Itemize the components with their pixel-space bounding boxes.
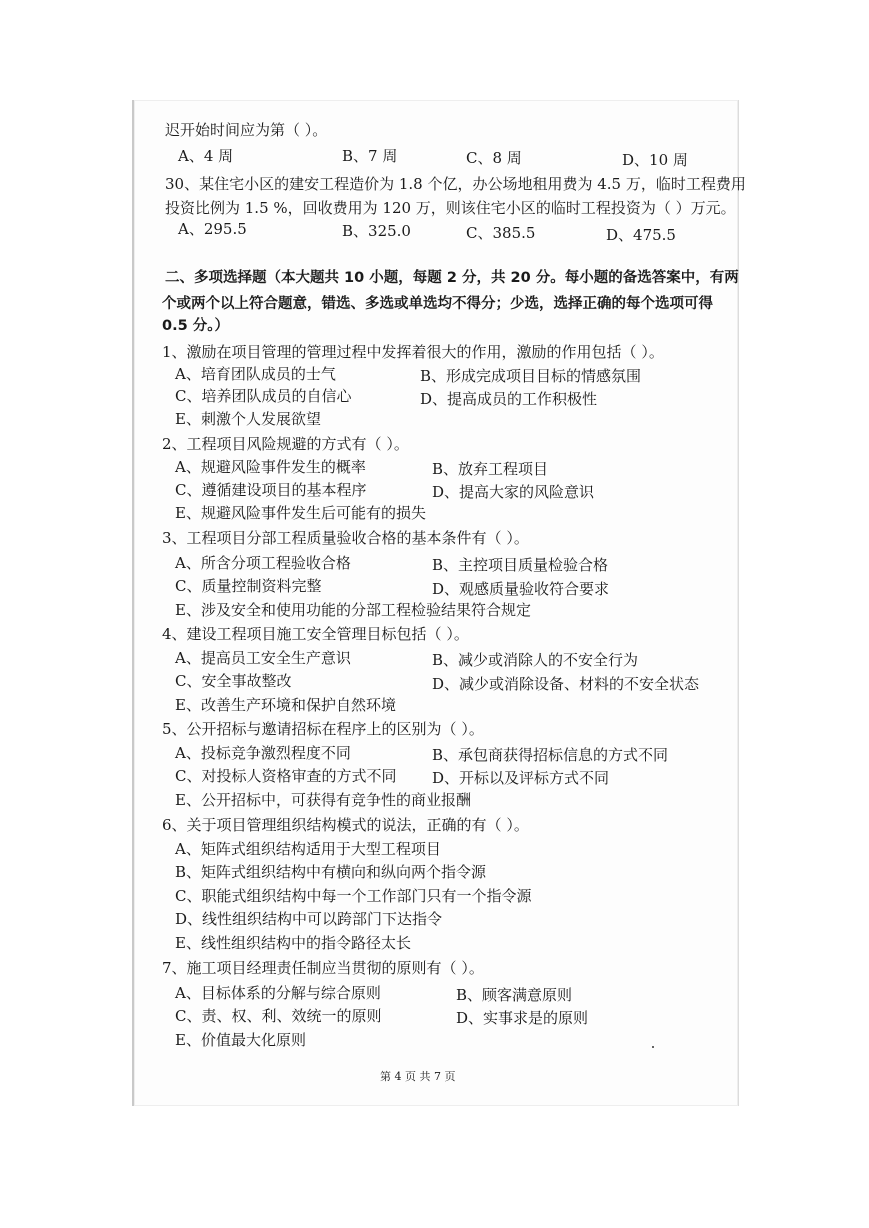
q1-option-d: D、提高成员的工作积极性 — [420, 390, 598, 408]
q30-stem-line2: 投资比例为 1.5 %，回收费用为 120 万，则该住宅小区的临时工程投资为（ ）万元。 — [165, 199, 736, 217]
section2-heading-line3: 0.5 分。） — [162, 318, 229, 334]
q6-option-b: B、矩阵式组织结构中有横向和纵向两个指令源 — [175, 863, 487, 881]
q6-option-c: C、职能式组织结构中每一个工作部门只有一个指令源 — [175, 887, 532, 905]
q7-option-a: A、目标体系的分解与综合原则 — [175, 984, 381, 1002]
q6-option-e: E、线性组织结构中的指令路径太长 — [175, 934, 411, 952]
q1-option-c: C、培养团队成员的自信心 — [175, 387, 352, 405]
q3-option-d: D、观感质量验收符合要求 — [432, 580, 610, 598]
q4-option-a: A、提高员工安全生产意识 — [175, 649, 351, 667]
q29-option-d: D、10 周 — [622, 151, 688, 169]
q29-option-a: A、4 周 — [178, 147, 234, 165]
q2-stem: 2、工程项目风险规避的方式有（ ）。 — [162, 435, 409, 453]
q6-option-d: D、线性组织结构中可以跨部门下达指令 — [175, 910, 443, 928]
q5-option-c: C、对投标人资格审查的方式不同 — [175, 767, 397, 785]
q6-stem: 6、关于项目管理组织结构模式的说法，正确的有（ ）。 — [162, 816, 529, 834]
q2-option-c: C、遵循建设项目的基本程序 — [175, 481, 367, 499]
q2-option-d: D、提高大家的风险意识 — [432, 483, 595, 501]
q29-stem-continued: 迟开始时间应为第（ ）。 — [165, 121, 328, 139]
q2-option-e: E、规避风险事件发生后可能有的损失 — [175, 504, 426, 522]
q1-option-e: E、刺激个人发展欲望 — [175, 410, 321, 428]
q1-stem: 1、激励在项目管理的管理过程中发挥着很大的作用，激励的作用包括（ ）。 — [162, 343, 664, 361]
q3-stem: 3、工程项目分部工程质量验收合格的基本条件有（ ）。 — [162, 529, 529, 547]
q7-option-e: E、价值最大化原则 — [175, 1031, 306, 1049]
q29-option-b: B、7 周 — [342, 147, 398, 165]
q1-option-b: B、形成完成项目目标的情感氛围 — [420, 367, 642, 385]
q7-option-b: B、顾客满意原则 — [456, 986, 573, 1004]
q4-option-d: D、减少或消除设备、材料的不安全状态 — [432, 675, 700, 693]
q4-option-b: B、减少或消除人的不安全行为 — [432, 651, 639, 669]
q5-option-e: E、公开招标中，可获得有竞争性的商业报酬 — [175, 791, 471, 809]
q3-option-c: C、质量控制资料完整 — [175, 577, 322, 595]
q5-option-a: A、投标竞争激烈程度不同 — [175, 744, 351, 762]
q4-option-e: E、改善生产环境和保护自然环境 — [175, 696, 396, 714]
q29-option-c: C、8 周 — [466, 149, 522, 167]
section2-heading-line1: 二、多项选择题（本大题共 10 小题，每题 2 分，共 20 分。每小题的备选答案中，有两 — [165, 270, 739, 286]
q3-option-a: A、所含分项工程验收合格 — [175, 554, 351, 572]
q5-option-b: B、承包商获得招标信息的方式不同 — [432, 746, 669, 764]
q5-stem: 5、公开招标与邀请招标在程序上的区别为（ ）。 — [162, 720, 484, 738]
page-number: 第 4 页 共 7 页 — [380, 1070, 456, 1083]
q4-option-c: C、安全事故整改 — [175, 672, 292, 690]
q7-stem: 7、施工项目经理责任制应当贯彻的原则有（ ）。 — [162, 959, 484, 977]
q2-option-a: A、规避风险事件发生的概率 — [175, 458, 366, 476]
q30-stem-line1: 30、某住宅小区的建安工程造价为 1.8 个亿，办公场地租用费为 4.5 万，临时工程费用 — [165, 175, 746, 193]
q30-option-c: C、385.5 — [466, 224, 536, 242]
q1-option-a: A、培育团队成员的士气 — [175, 365, 336, 383]
q3-option-b: B、主控项目质量检验合格 — [432, 556, 609, 574]
q4-stem: 4、建设工程项目施工安全管理目标包括（ ）。 — [162, 625, 469, 643]
q3-option-e: E、涉及安全和使用功能的分部工程检验结果符合规定 — [175, 601, 531, 619]
scan-speck — [652, 1046, 654, 1048]
q30-option-b: B、325.0 — [342, 222, 411, 240]
q6-option-a: A、矩阵式组织结构适用于大型工程项目 — [175, 840, 441, 858]
q30-option-a: A、295.5 — [178, 220, 247, 238]
q2-option-b: B、放弃工程项目 — [432, 460, 549, 478]
q5-option-d: D、开标以及评标方式不同 — [432, 769, 610, 787]
section2-heading-line2: 个或两个以上符合题意，错选、多选或单选均不得分；少选，选择正确的每个选项可得 — [162, 296, 713, 312]
q7-option-d: D、实事求是的原则 — [456, 1009, 589, 1027]
q7-option-c: C、责、权、利、效统一的原则 — [175, 1007, 382, 1025]
q30-option-d: D、475.5 — [606, 226, 676, 244]
